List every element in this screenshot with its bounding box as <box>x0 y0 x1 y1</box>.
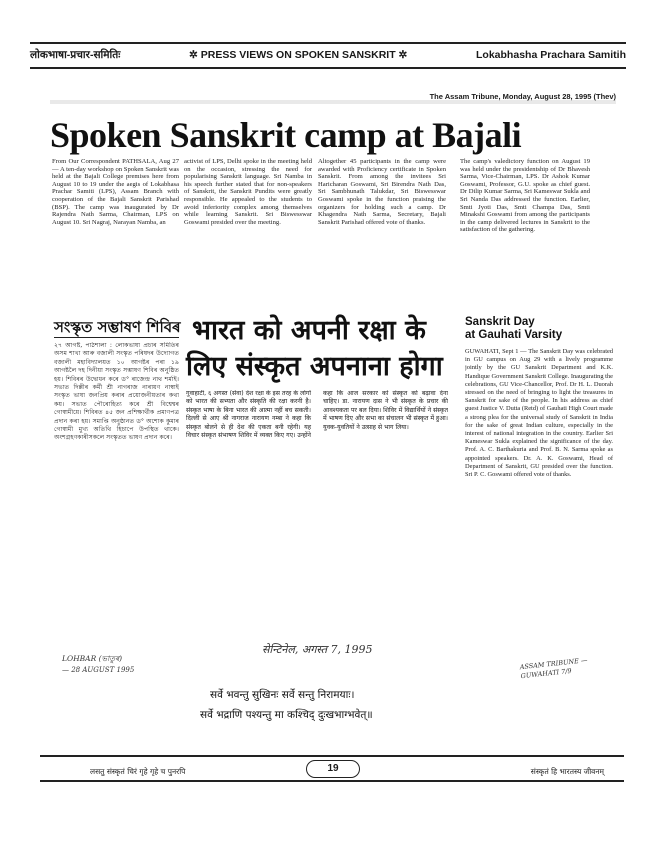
gu-body-text: GUWAHATI, Sept 1 — The Sanskrit Day was celebrated in GU campus on Aug 29 with a lively programme jointly by the GU Sanskrit Department and K.K. Handique Government Sanskrit College. Inaugurating the celebrations, GU Vice-Chancellor, Prof. Dr H. L. Duorah stressed on the need of bringing to light the treasures in Sanskrit for sake of the people. In his address as chief guest Justice V. Dutta (Retd) of Gauhati High Court made a strong plea for the universal study of Sanskrit in India for the sake of great Indian culture, especially in the interest of national integration in the country. Earlier Sri Kameswar Sukla explained the significance of the day. Prof. A. C. Barthakuria and Prof. B. N. Sarma spoke as appointed speakers. Dr. A. K. Goswami, Head of Department of Sanskrit, GU presided over the function. Sri P. C. Goswami offered vote of thanks. <box>465 348 613 479</box>
footer-bottom-rule <box>40 780 624 782</box>
gu-source-note: ASSAM TRIBUNE — GUWAHATI 7/9 <box>519 656 588 681</box>
masthead <box>30 44 626 66</box>
assamese-note-2: — 28 AUGUST 1995 <box>62 666 135 674</box>
assamese-headline-rule <box>54 337 179 338</box>
footer-left-motto: लसतु संस्कृतं चिरं गृहे गृहे च पुनरपि <box>90 767 186 776</box>
masthead-center: ✲ PRESS VIEWS ON SPOKEN SANSKRIT ✲ <box>189 49 408 61</box>
masthead-left: लोकभाषा-प्रचार-समितिः <box>30 49 121 61</box>
gu-headline <box>465 316 615 342</box>
verse-line-2: सर्वे भद्राणि पश्यन्तु मा कश्चिद् दुःखभाग्भवेत्॥ <box>200 709 373 721</box>
article-column-2-text: activist of LPS, Delhi spoke in the meeting held on the occasion, stressing the need for popularising Sanskrit language. Sri Namba in his speech further stated that for non-speakers of Sanskrit, the Sanskrit Pundits were greatly responsible. He appealed to the students to avoid inferiority complex among themselves while learning Sanskrit. Sri Biswesswar Goswami presided over the meeting. <box>184 158 312 226</box>
masthead-bottom-rule <box>30 67 626 69</box>
article-headline: Spoken Sanskrit camp at Bajali <box>50 115 522 155</box>
article-column-2 <box>184 158 312 308</box>
gu-headline-line1: Sanskrit Day <box>465 316 535 328</box>
article-column-3-text: Altogether 45 participants in the camp were awarded with Proficiency certificate in Spoken Sanskrit. From among the invitees Sri Haricharan Goswami, Sri Birendra Nath Das, Sri Sambhunath Talukdar, Sri Biswesswar Goswami spoke in the function praising the organizers for holding such a camp. Dr Khagendra Nath Sarma, Secretary, Bajali Sanskrit Parishad offered vote of thanks. <box>318 158 446 226</box>
footer-top-rule <box>40 755 624 757</box>
masthead-right: Lokabhasha Prachara Samitih <box>476 49 626 61</box>
verse-line-1: सर्वे भवन्तु सुखिनः सर्वे सन्तु निरामयाः। <box>210 689 355 701</box>
hindi-headline-line1: भारत को अपनी रक्षा के <box>192 315 426 346</box>
gu-body <box>465 348 613 648</box>
article-column-3 <box>318 158 446 308</box>
article-column-4-text: The camp's valedictory function on August 19 was held under the presidentship of Dr Bhavesh Sarma, Vice-Chairman, LPS. Dr Ashok Kumar Goswami, Professor, G.U. spoke as chief guest. Dr Dilip Kumar Sarma, Sri Kameswar Sukla and Sri Nanda Das addressed the function. Earlier, Smti Jyoti Das, Smti Champa Das, Smti Minakshi Goswami from among the participants in the camp delivered lectures in Sanskrit to the satisfaction of the gathering. <box>460 158 590 234</box>
assamese-headline: সংস্কৃত সম্ভাষণ শিবিৰ <box>54 318 181 336</box>
newspaper-source: The Assam Tribune, Monday, August 28, 1995 (Thev) <box>429 92 616 101</box>
page-number: 19 <box>306 760 360 778</box>
assamese-body: ২৭ আগষ্ট, পাঠশালা : লোকভাষা প্ৰচাৰ সমিতিৰ অসম শাখা আৰু বজালী সংস্কৃত পৰিষদৰ উদ্যোগত বজালী মহাবিদ্যালয়ত ১০ আগষ্টৰ পৰা ১৯ আগষ্টলৈ দহ দিনীয়া সংস্কৃত সম্ভাষণ শিবিৰ অনুষ্ঠিত হয়। শিবিৰৰ উদ্বোধন কৰে ড° ৰাজেন্দ্ৰ নাথ শৰ্মাই। সভাত দিল্লীৰ কৰ্মী শ্ৰী নাগৰাজ নাৰায়ণ নাম্বাই সংস্কৃত ভাষা জনপ্ৰিয় কৰাৰ প্ৰয়োজনীয়তাৰ কথা কয়। সভাত পৌৰোহিত্য কৰে শ্ৰী বিশ্বেশ্বৰ গোস্বামীয়ে। শিবিৰত ৪৫ জন প্ৰশিক্ষাৰ্থীক প্ৰমাণপত্ৰ প্ৰদান কৰা হয়। সমাপ্তি অনুষ্ঠানত ড° অশোক কুমাৰ গোস্বামী মুখ্য অতিথি হিচাপে উপস্থিত থাকে। অংশগ্ৰহণকাৰীসকলে সংস্কৃতত ভাষণ প্ৰদান কৰে। <box>54 342 179 442</box>
article-column-1 <box>52 158 179 308</box>
hindi-source-note: सेन्टिनेल, अगस्त 7, 1995 <box>262 643 373 656</box>
hindi-headline-line2: लिए संस्कृत अपनाना होगा <box>186 351 443 382</box>
gu-headline-line2: at Gauhati Varsity <box>465 329 563 341</box>
article-column-4 <box>460 158 590 308</box>
article-column-1-text: From Our Correspondent PATHSALA, Aug 27 — A ten-day workshop on Spoken Sanskrit was held at the Bajali College premises here from August 10 to 19 under the aegis of Lokabhasa Prachar Samiti (LPS), Assam Branch with cooperation of the Bajali Sanskrit Parishad (BSP). The camp was inaugurated by Dr Rajendra Nath Sarma, Chairman, LPS on August 10. Sri Nagraj, Narayan Namba, an <box>52 158 179 226</box>
hindi-body: गुवाहाटी, ६ अगस्त (सेवा) देश रक्षा के इस तरह के लोगों को भारत की सभ्यता और संस्कृति की रक्षा करनी है। संस्कृत भाषा के बिना भारत की आत्मा नहीं बच सकती। दिल्ली से आए श्री नागराज नारायण नम्बा ने कहा कि संस्कृत बोलने से ही देश की एकता बनी रहेगी। यह विचार संस्कृत संभाषण शिविर में व्यक्त किए गए। उन्होंने कहा कि आज सरकार को संस्कृत को बढ़ावा देना चाहिए। डा. नारायण दास ने भी संस्कृत के प्रचार की आवश्यकता पर बल दिया। शिविर में विद्यार्थियों ने संस्कृत में भाषण दिए और सभा का संचालन भी संस्कृत में हुआ। युवक-युवतियों ने उत्साह से भाग लिया। <box>186 390 448 440</box>
assamese-note-1: LOHBAR (ভাতুৰ) <box>62 654 123 663</box>
footer-right-motto: संस्कृतं हि भारतस्य जीवनम् <box>530 767 604 776</box>
